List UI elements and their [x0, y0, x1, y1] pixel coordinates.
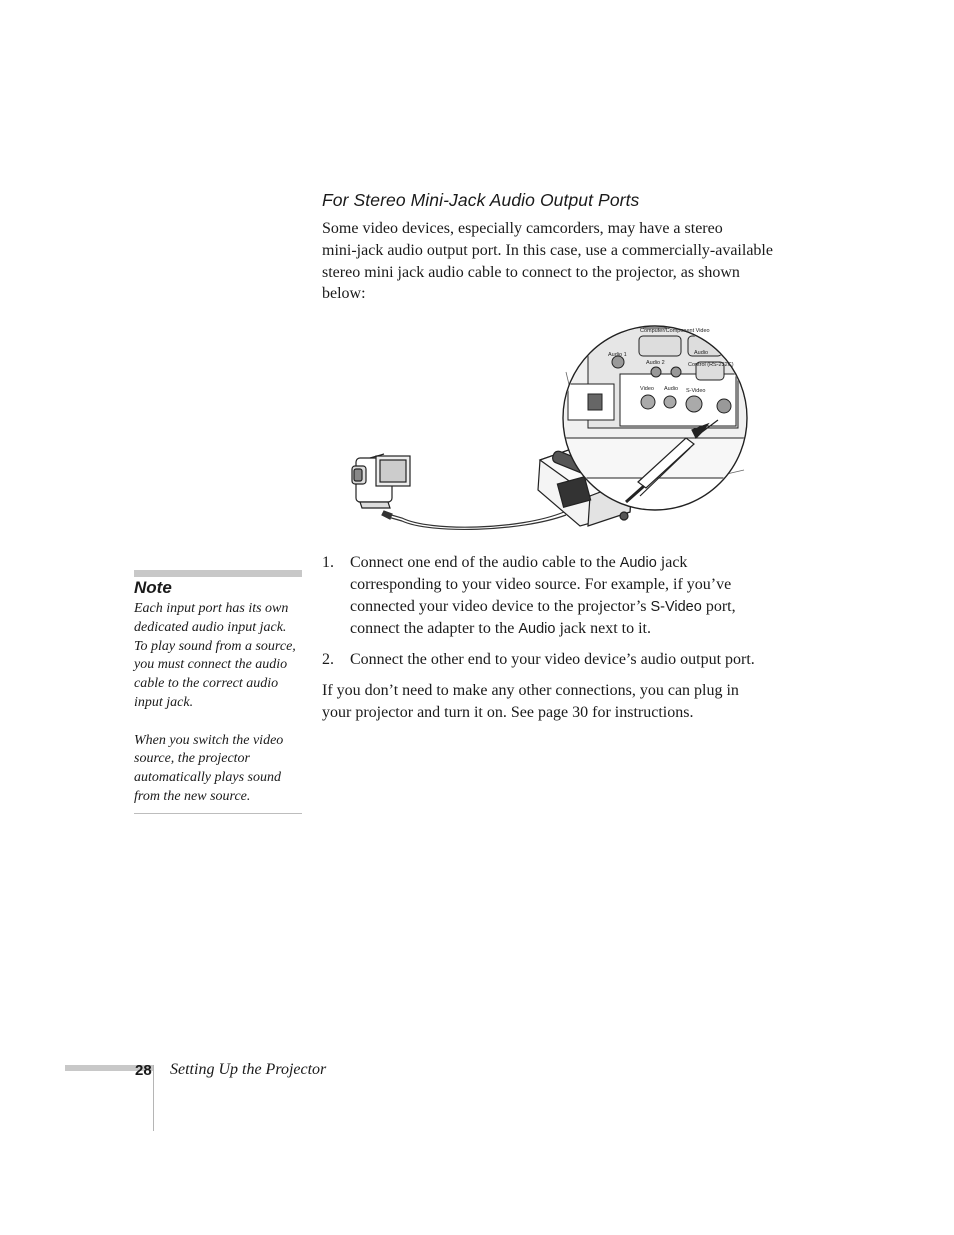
intro-line: Some video devices, especially camcorders, may have a stereo: [322, 220, 723, 237]
ui-term: S-Video: [650, 599, 702, 615]
intro-line: stereo mini jack audio cable to connect to the projector, as shown: [322, 263, 740, 281]
closing-line: your projector and turn it on. See page 30 for instructions.: [322, 704, 694, 721]
camcorder-icon: [352, 454, 410, 508]
connection-diagram: [340, 320, 760, 540]
port-label: Video: [640, 386, 654, 392]
step-line: Connect the other end to your video device’s audio output port.: [350, 651, 755, 668]
page-number: 28: [135, 1062, 152, 1079]
note-paragraph: [134, 600, 309, 713]
closing-line: If you don’t need to make any other connections, you can plug in: [322, 682, 739, 699]
note-line: automatically plays sound: [134, 770, 281, 786]
port-label: Audio: [694, 350, 709, 356]
step-text: Connect one end of the audio cable to the: [350, 554, 620, 571]
audio-cable: [382, 511, 566, 529]
step-line: [350, 596, 792, 618]
step-item: [322, 552, 792, 640]
step-number: 2.: [322, 651, 334, 668]
step-line: corresponding to your video source. For example, if you’ve: [350, 576, 732, 593]
note-line: To play sound from a source,: [134, 638, 296, 654]
running-title: Setting Up the Projector: [170, 1061, 327, 1078]
connection-illustration: [340, 320, 760, 540]
note-line: Each input port has its own: [134, 601, 289, 616]
step-text: connected your video device to the projector’s: [350, 598, 651, 615]
ui-term: Audio: [518, 621, 556, 637]
step-item: [322, 649, 792, 671]
intro-paragraph: [322, 218, 792, 305]
intro-line: mini-jack audio output port. In this case, use a commercially-available: [322, 241, 773, 259]
port-label: Computer/Component Video: [640, 328, 710, 334]
note-bar: [134, 570, 302, 577]
step-line: [350, 552, 792, 574]
note-line: from the new source.: [134, 788, 251, 804]
closing-paragraph: [322, 680, 792, 724]
port-label: Audio: [664, 386, 679, 392]
port-label: S-Video: [686, 388, 706, 394]
note-divider: [134, 813, 302, 814]
intro-line: below:: [322, 285, 366, 303]
magnified-port-view: [562, 320, 760, 510]
note-paragraph: [134, 732, 309, 807]
note-body: [134, 600, 309, 807]
port-label: Control (RS-232C): [688, 362, 734, 368]
note-line: input jack.: [134, 694, 194, 710]
footer-divider: [153, 1065, 154, 1131]
step-number: 1.: [322, 554, 334, 571]
note-line: When you switch the video: [134, 732, 284, 748]
step-text: jack next to it.: [555, 620, 651, 637]
note-line: cable to the correct audio: [134, 676, 279, 692]
steps-list: [322, 552, 792, 671]
port-label: Audio 2: [646, 360, 665, 366]
step-text: port,: [701, 598, 736, 615]
note-line: dedicated audio input jack.: [134, 619, 287, 635]
step-text: jack: [656, 554, 688, 571]
note-line: you must connect the audio: [134, 657, 288, 673]
step-text: connect the adapter to the: [350, 620, 519, 637]
note-line: source, the projector: [134, 751, 250, 767]
ui-term: Audio: [619, 555, 657, 571]
port-label: Audio 1: [608, 352, 627, 358]
note-title: Note: [134, 578, 172, 597]
step-line: [350, 618, 792, 640]
section-heading: For Stereo Mini-Jack Audio Output Ports: [322, 190, 640, 210]
